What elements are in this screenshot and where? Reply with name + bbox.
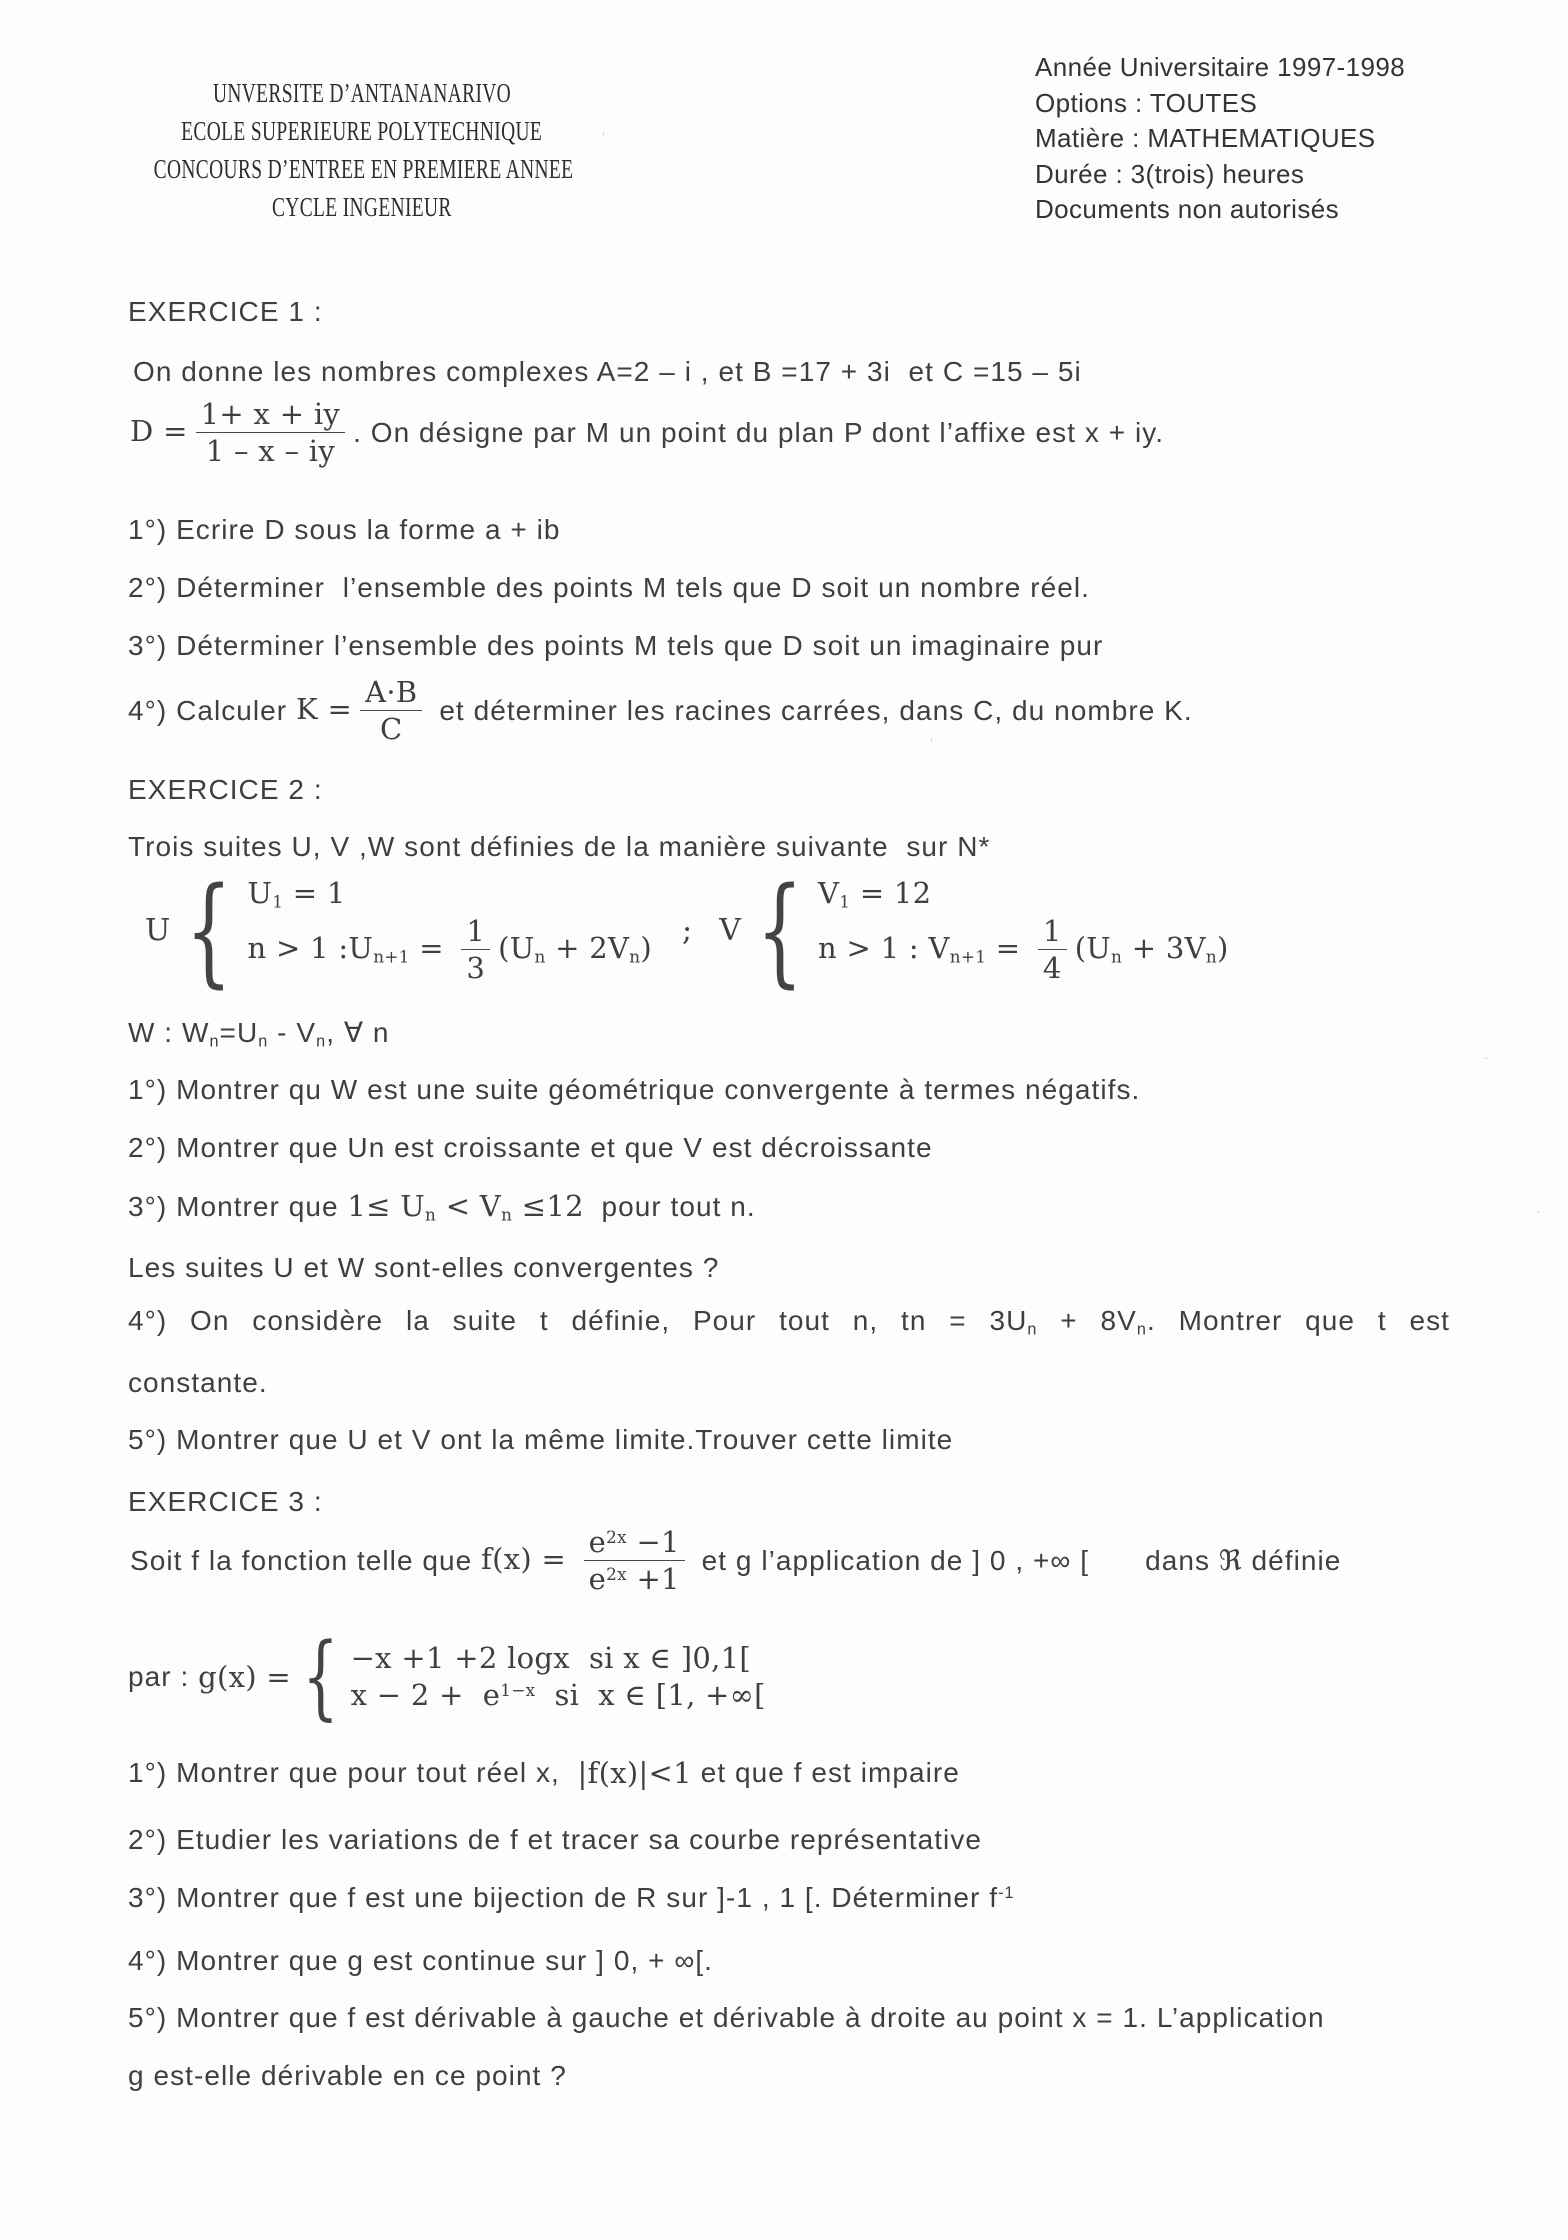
ex3-question-5-line2: g est-elle dérivable en ce point ? [128, 2060, 567, 2091]
left-brace: { [756, 861, 804, 1000]
k-fraction-formula: K = $\frac{A\cdot B}{C}$ [296, 676, 430, 746]
v-label: V [719, 912, 742, 948]
fraction: $\frac{e^{2x} -1}{e^{2x} +1}$ [584, 1526, 685, 1596]
ex3-question-2: 2°) Etudier les variations de f et tracer sa courbe représentative [128, 1824, 982, 1855]
institution-line [72, 150, 652, 188]
academic-year: Année Universitaire 1997-1998 [1035, 52, 1406, 82]
u-sequence-system [145, 861, 653, 1000]
g-branch-1: −x +1 +2 logx si x ∈ ]0,1[ [350, 1641, 751, 1676]
ex1-question-4 [128, 676, 1193, 746]
fraction: $\frac{A\cdot B}{C}$ [360, 676, 422, 746]
ex2-question-5: 5°) Montrer que U et V ont la même limite.Trouver cette limite [128, 1424, 954, 1455]
fraction: $\frac{1}{4}$ [1038, 915, 1067, 985]
fraction: $\frac{1}{3}$ [461, 915, 490, 985]
f-text-post: dans ℜ définie [1145, 1545, 1342, 1577]
ex2-question-3 [128, 1189, 756, 1225]
left-brace: { [185, 861, 234, 1000]
scan-speck: · [1484, 1050, 1489, 1065]
documents-notice: Documents non autorisés [1035, 194, 1340, 224]
left-brace: { [302, 1623, 340, 1730]
fraction: $\frac{1+ x + iy}{1 - x - iy}$ [196, 398, 345, 468]
ex1-intro: On donne les nombres complexes A=2 – i , et B =17 + 3i et C =15 – 5i [133, 356, 1082, 387]
g-text-pre: par : [128, 1660, 199, 1692]
ex2-question-3b: Les suites U et W sont-elles convergentes ? [128, 1252, 720, 1283]
university-name: UNVERSITE D’ANTANANARIVO [212, 78, 512, 108]
g-piecewise-lines [351, 1641, 766, 1712]
q1-text-post: et que f est impaire [691, 1757, 960, 1788]
u-recurrence: n > 1 :Un+1 = $\frac{1}{3}$ (Un + 2Vn) [247, 913, 653, 986]
g-branch-2: $x - 2 + e^{1-x}$ si x ∈ [1, +∞[ [350, 1678, 766, 1713]
ex2-question-4-line2: constante. [128, 1367, 268, 1398]
ex2-question-2: 2°) Montrer que Un est croissante et que V est décroissante [128, 1132, 933, 1163]
ex3-question-5-line1: 5°) Montrer que f est dérivable à gauche et dérivable à droite au point x = 1. L’application [128, 2002, 1325, 2033]
institution-line [72, 188, 652, 226]
v-recurrence: n > 1 : Vn+1 = $\frac{1}{4}$ (Un + 3Vn) [818, 913, 1229, 986]
u-system-lines [247, 876, 652, 985]
ex2-w-definition: W : Wn=Un - Vn, ∀ n [128, 1017, 390, 1051]
ex2-sequence-systems [145, 861, 1229, 1000]
ex1-d-definition [130, 398, 1164, 468]
scan-speck: ʼ [602, 130, 605, 145]
g-equals: g(x) = [198, 1659, 291, 1694]
ex2-intro: Trois suites U, V ,W sont définies de la manière suivante sur N* [128, 831, 991, 862]
school-name: ECOLE SUPERIEURE POLYTECHNIQUE [181, 116, 543, 146]
ex3-question-1 [128, 1756, 960, 1790]
v-initial-term: V1 = 12 [818, 876, 932, 912]
ex2-title: EXERCICE 2 : [128, 774, 323, 805]
scan-speck: ʼ [930, 736, 933, 751]
f-text-pre: Soit f la fonction telle que [130, 1544, 482, 1576]
u-label: U [145, 912, 172, 948]
duration: Durée : 3(trois) heures [1035, 158, 1305, 189]
ex1-question-1: 1°) Ecrire D sous la forme a + ib [128, 514, 561, 545]
exam-name: CONCOURS D’ENTREE EN PREMIERE ANNEE [153, 154, 574, 184]
institution-header [72, 74, 652, 226]
q3-text-post: pour tout n. [583, 1190, 756, 1222]
ex3-question-3: 3°) Montrer que f est une bijection de R sur ]-1 , 1 [. Déterminer $f^{-1}$ [128, 1882, 1015, 1913]
d-fraction-formula: D = $\frac{1+ x + iy}{1 - x - iy}$ [130, 398, 353, 468]
q4-text-post: et déterminer les racines carrées, dans C, du nombre K. [430, 694, 1193, 726]
f-fraction-formula: f(x) = $\frac{e^{2x} -1}{e^{2x} +1}$ [481, 1526, 693, 1596]
ex1-question-2: 2°) Déterminer l’ensemble des points M tels que D soit un nombre réel. [128, 572, 1090, 603]
ex1-question-3: 3°) Déterminer l’ensemble des points M tels que D soit un imaginaire pur [128, 630, 1104, 661]
scan-speck: · [1536, 1204, 1541, 1219]
u-initial-term: U1 = 1 [247, 876, 346, 912]
abs-value-formula: |f(x)|<1 [577, 1756, 692, 1790]
exam-info-header [1035, 50, 1405, 228]
subject: Matière : MATHEMATIQUES [1035, 123, 1376, 153]
ex3-title: EXERCICE 3 : [128, 1486, 323, 1517]
ex3-g-definition [128, 1623, 766, 1730]
institution-line [72, 112, 652, 150]
q3-text-pre: 3°) Montrer que [128, 1190, 348, 1222]
v-system-lines [818, 876, 1229, 985]
system-separator: ; [682, 912, 694, 948]
ex2-question-4-line1: 4°) On considère la suite t définie, Pour tout n, tn = 3Un + 8Vn. Montrer que t est [128, 1305, 1450, 1339]
d-definition-text: . On désigne par M un point du plan P dont l’affixe est x + iy. [353, 416, 1165, 448]
q1-text-pre: 1°) Montrer que pour tout réel x, [128, 1757, 578, 1788]
inequality-formula: 1≤ Un < Vn ≤12 [347, 1189, 584, 1225]
cycle-name: CYCLE INGENIEUR [272, 192, 452, 222]
institution-line [72, 74, 652, 112]
v-sequence-system [719, 861, 1229, 1000]
ex2-question-1: 1°) Montrer qu W est une suite géométrique convergente à termes négatifs. [128, 1074, 1141, 1105]
f-text-mid: et g l’application de ] 0 , +∞ [ [692, 1544, 1090, 1576]
ex1-title: EXERCICE 1 : [128, 296, 323, 327]
q4-text-pre: 4°) Calculer [128, 694, 297, 726]
ex3-f-definition [130, 1526, 1341, 1596]
options: Options : TOUTES [1035, 87, 1258, 118]
ex3-question-4: 4°) Montrer que g est continue sur ] 0, + ∞[. [128, 1945, 714, 1976]
